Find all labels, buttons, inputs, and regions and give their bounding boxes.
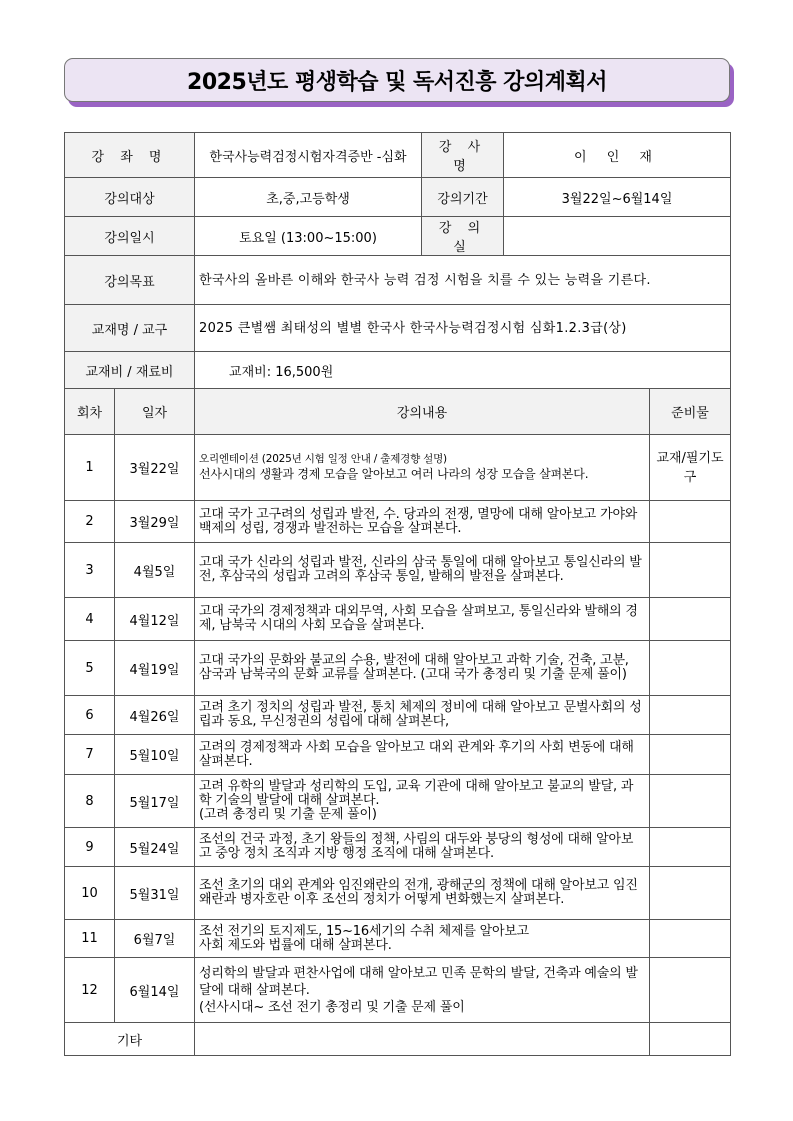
lecture-date: 3월29일 <box>115 501 195 543</box>
lecture-content <box>195 775 650 828</box>
prep-materials <box>650 735 731 775</box>
header-round: 회차 <box>65 389 115 435</box>
prep-materials <box>650 696 731 735</box>
lecture-date: 5월31일 <box>115 867 195 920</box>
lecture-content: 조선의 건국 과정, 초기 왕들의 정책, 사림의 대두와 붕당의 형성에 대해 알아보고 중앙 정치 조직과 지방 행정 조직에 대해 살펴본다. <box>195 828 650 867</box>
content-line: (선사시대~ 조선 전기 총정리 및 기출 문제 풀이 <box>199 999 465 1015</box>
lecture-date: 6월14일 <box>115 958 195 1023</box>
prep-materials <box>650 958 731 1023</box>
table-row <box>65 775 731 828</box>
header-content: 강의내용 <box>195 389 650 435</box>
table-row <box>65 958 731 1023</box>
prep-materials <box>650 775 731 828</box>
etc-row <box>65 1023 731 1056</box>
prep-materials <box>650 641 731 696</box>
lecture-date: 4월12일 <box>115 598 195 641</box>
lecture-content: 고려 초기 정치의 성립과 발전, 통치 체제의 정비에 대해 알아보고 문벌사회의 성립과 동요, 무신정권의 성립에 대해 살펴본다, <box>195 696 650 735</box>
goal-label: 강의목표 <box>65 256 195 305</box>
lecture-date: 4월5일 <box>115 543 195 598</box>
lecture-content: 고대 국가 신라의 성립과 발전, 신라의 삼국 통일에 대해 알아보고 통일신라의 발전, 후삼국의 성립과 고려의 후삼국 통일, 발해의 발전을 살펴본다. <box>195 543 650 598</box>
info-row-textbook <box>65 305 731 352</box>
round-number: 7 <box>65 735 115 775</box>
table-row <box>65 735 731 775</box>
round-number: 10 <box>65 867 115 920</box>
etc-content <box>195 1023 650 1056</box>
round-number: 4 <box>65 598 115 641</box>
prep-materials: 교재/필기도구 <box>650 435 731 501</box>
info-row-goal <box>65 256 731 305</box>
document-title-box <box>64 58 730 102</box>
info-row-target <box>65 178 731 217</box>
lecture-content <box>195 435 650 501</box>
round-number: 12 <box>65 958 115 1023</box>
document-title: 2025년도 평생학습 및 독서진흥 강의계획서 <box>187 69 607 95</box>
etc-label: 기타 <box>65 1023 195 1056</box>
lecture-content: 고려의 경제정책과 사회 모습을 알아보고 대외 관계와 후기의 사회 변동에 대해 살펴본다. <box>195 735 650 775</box>
round-number: 1 <box>65 435 115 501</box>
period-value: 3월22일~6월14일 <box>504 178 731 217</box>
content-line: 성리학의 발달과 편찬사업에 대해 알아보고 민족 문학의 발달, 건축과 예술의 발달에 대해 살펴본다. <box>199 965 638 998</box>
round-number: 6 <box>65 696 115 735</box>
lecture-date: 6월7일 <box>115 920 195 958</box>
info-row-day <box>65 217 731 256</box>
instructor-value: 이 인 재 <box>504 133 731 178</box>
content-line: 선사시대의 생활과 경제 모습을 알아보고 여러 나라의 성장 모습을 살펴본다. <box>199 467 589 481</box>
round-number: 3 <box>65 543 115 598</box>
lecture-date: 4월19일 <box>115 641 195 696</box>
period-label: 강의기간 <box>422 178 504 217</box>
goal-value: 한국사의 올바른 이해와 한국사 능력 검정 시험을 치를 수 있는 능력을 기른다. <box>195 256 731 305</box>
lecture-date: 5월17일 <box>115 775 195 828</box>
lecture-date: 5월24일 <box>115 828 195 867</box>
lecture-content <box>195 920 650 958</box>
info-row-fee <box>65 352 731 389</box>
round-number: 9 <box>65 828 115 867</box>
prep-materials <box>650 598 731 641</box>
table-row <box>65 696 731 735</box>
textbook-value: 2025 큰별쌤 최태성의 별별 한국사 한국사능력검정시험 심화1.2.3급(상) <box>195 305 731 352</box>
round-number: 2 <box>65 501 115 543</box>
schedule-header-row <box>65 389 731 435</box>
prep-materials <box>650 543 731 598</box>
fee-value: 교재비: 16,500원 <box>195 352 731 389</box>
day-label: 강의일시 <box>65 217 195 256</box>
room-label: 강 의 실 <box>422 217 504 256</box>
prep-materials <box>650 867 731 920</box>
lecture-content: 고대 국가 고구려의 성립과 발전, 수. 당과의 전쟁, 멸망에 대해 알아보고 가야와 백제의 성립, 경쟁과 발전하는 모습을 살펴본다. <box>195 501 650 543</box>
content-line: 조선 전기의 토지제도, 15~16세기의 수취 체제를 알아보고 <box>199 923 530 939</box>
lecture-date: 4월26일 <box>115 696 195 735</box>
lecture-plan-table <box>64 132 731 1056</box>
header-prep: 준비물 <box>650 389 731 435</box>
header-date: 일자 <box>115 389 195 435</box>
prep-materials <box>650 501 731 543</box>
round-number: 11 <box>65 920 115 958</box>
table-row <box>65 867 731 920</box>
lecture-date: 5월10일 <box>115 735 195 775</box>
day-value: 토요일 (13:00~15:00) <box>195 217 422 256</box>
table-row <box>65 435 731 501</box>
content-line: (고려 총정리 및 기출 문제 풀이) <box>199 807 377 822</box>
content-line: 오리엔테이션 (2025년 시험 일정 안내 / 출제경향 설명) <box>199 453 447 465</box>
table-row <box>65 828 731 867</box>
table-row <box>65 598 731 641</box>
lecture-date: 3월22일 <box>115 435 195 501</box>
info-row-course <box>65 133 731 178</box>
fee-label: 교재비 / 재료비 <box>65 352 195 389</box>
target-value: 초,중,고등학생 <box>195 178 422 217</box>
etc-prep <box>650 1023 731 1056</box>
prep-materials <box>650 828 731 867</box>
lecture-content: 고대 국가의 문화와 불교의 수용, 발전에 대해 알아보고 과학 기술, 건축, 고분, 삼국과 남북국의 문화 교류를 살펴본다. (고대 국가 총정리 및 기출 문제 풀이) <box>195 641 650 696</box>
round-number: 8 <box>65 775 115 828</box>
table-row <box>65 543 731 598</box>
prep-materials <box>650 920 731 958</box>
table-row <box>65 641 731 696</box>
course-value: 한국사능력검정시험자격증반 -심화 <box>195 133 422 178</box>
table-row <box>65 920 731 958</box>
content-line: 사회 제도와 법률에 대해 살펴본다. <box>199 937 392 953</box>
lecture-content: 고대 국가의 경제정책과 대외무역, 사회 모습을 살펴보고, 통일신라와 발해의 경제, 남북국 시대의 사회 모습을 살펴본다. <box>195 598 650 641</box>
lecture-content: 조선 초기의 대외 관계와 임진왜란의 전개, 광해군의 정책에 대해 알아보고 임진왜란과 병자호란 이후 조선의 정치가 어떻게 변화했는지 살펴본다. <box>195 867 650 920</box>
textbook-label: 교재명 / 교구 <box>65 305 195 352</box>
content-line: 고려 유학의 발달과 성리학의 도입, 교육 기관에 대해 알아보고 불교의 발달, 과학 기술의 발달에 대해 살펴본다. <box>199 779 634 808</box>
round-number: 5 <box>65 641 115 696</box>
course-label: 강 좌 명 <box>65 133 195 178</box>
lecture-content <box>195 958 650 1023</box>
target-label: 강의대상 <box>65 178 195 217</box>
room-value <box>504 217 731 256</box>
instructor-label: 강 사 명 <box>422 133 504 178</box>
table-row <box>65 501 731 543</box>
